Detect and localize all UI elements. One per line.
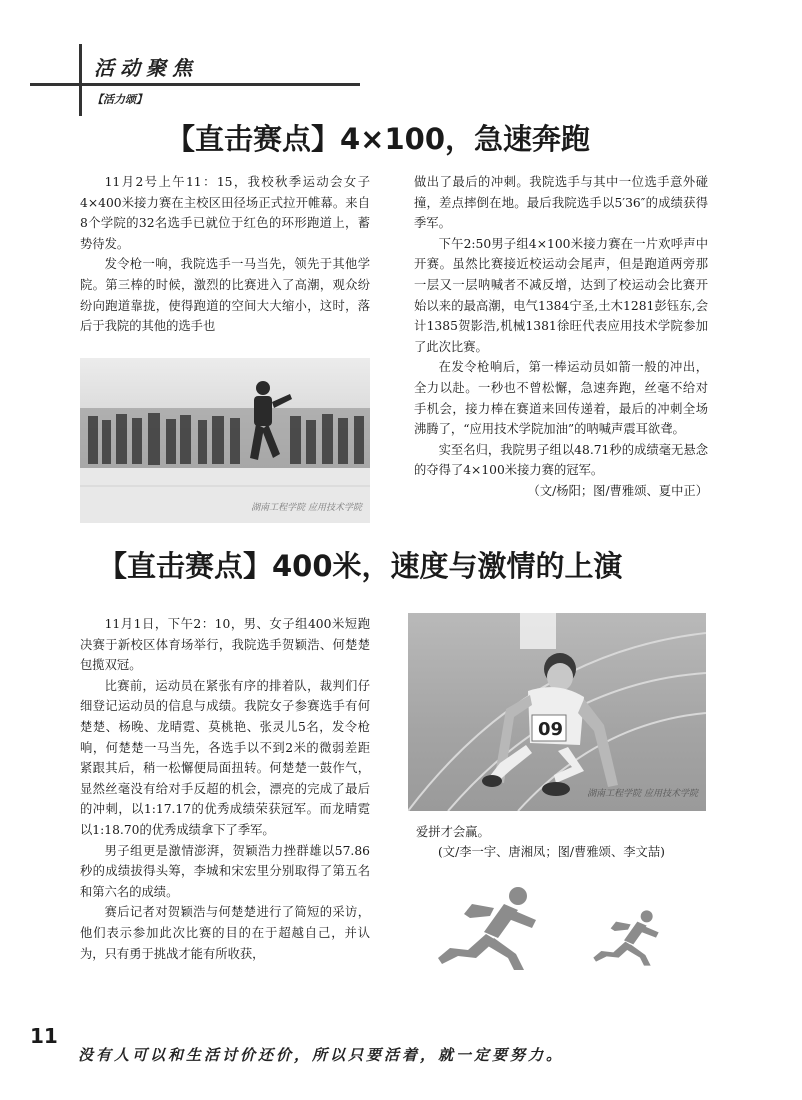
article2-column-left — [80, 614, 370, 964]
article1-column-right — [414, 172, 708, 502]
relay-photo-illustration — [80, 358, 370, 523]
article1-credit: （文/杨阳；图/曹雅颂、夏中正） — [527, 483, 708, 498]
sprinter-start-photo — [408, 613, 706, 811]
runner-silhouette-icon — [424, 884, 544, 970]
photo-watermark: 湖南工程学院 应用技术学院 — [587, 789, 698, 799]
page-number: 11 — [30, 1024, 58, 1048]
article2-credit: (文/李一宇、唐湘凤；图/曹雅颂、李文喆) — [438, 845, 665, 859]
article1-title: 【直击赛点】4×100，急速奔跑 — [166, 122, 591, 156]
article1-column-left — [80, 172, 370, 337]
section-title: 活动聚焦 — [94, 56, 198, 80]
paragraph: 做出了最后的冲刺。我院选手与其中一位选手意外碰撞，差点摔倒在地。最后我院选手以5′36″的成绩获得季军。 — [414, 175, 708, 231]
footer-quote: 没有人可以和生活讨价还价，所以只要活着，就一定要努力。 — [78, 1046, 565, 1064]
paragraph: 比赛前，运动员在紧张有序的排着队，裁判们仔细登记运动员的信息与成绩。我院女子参赛选手有何楚楚、杨晚、龙晴霓、莫桃艳、张灵儿5名，发令枪响，何楚楚一马当先，各选手以不到2米的微弱差距紧跟其后，稍一松懈便局面扭转。何楚楚一鼓作气，显然丝毫没有给对手反超的机会，漂亮的完成了最后的冲刺，以1:17.17的优秀成绩荣获冠军。而龙晴霓以1:18.70的优秀成绩拿下了季军。 — [80, 678, 370, 837]
paragraph: 发令枪一响，我院选手一马当先，领先于其他学院。第三棒的时候，激烈的比赛进入了高潮，观众纷纷向跑道靠拢，使得跑道的空间大大缩小，这时，落后于我院的其他的选手也 — [80, 257, 370, 334]
paragraph: 11月2号上午11：15，我校秋季运动会女子4×400米接力赛在主校区田径场正式拉开帷幕。来自8个学院的32名选手已就位于红色的环形跑道上，蓄势待发。 — [80, 175, 370, 251]
paragraph: 赛后记者对贺颖浩与何楚楚进行了简短的采访，他们表示参加此次比赛的目的在于超越自己，并认为，只有勇于挑战才能有所收获， — [80, 905, 370, 961]
photo-watermark: 湖南工程学院 应用技术学院 — [251, 503, 362, 513]
paragraph: 下午2:50男子组4×100米接力赛在一片欢呼声中开赛。虽然比赛接近校运动会尾声，但是跑道两旁那一层又一层呐喊者不减反增，达到了校运动会比赛开始以来的最高潮，电气1384宁圣,土木1281彭钰东,会计1385贺影浩,机械1381徐旺代表应用技术学院参加了此次比赛。 — [414, 236, 708, 354]
paragraph: 11月1日，下午2：10，男、女子组400米短跑决赛于新校区体育场举行，我院选手贺颖浩、何楚楚包揽双冠。 — [80, 617, 370, 673]
article2-title: 【直击赛点】400米，速度与激情的上演 — [98, 549, 623, 583]
relay-race-photo — [80, 358, 370, 523]
sprinter-photo-illustration — [408, 613, 706, 811]
photo-caption: 爱拼才会赢。 — [416, 825, 490, 839]
paragraph: 在发令枪响后，第一棒运动员如箭一般的冲出，全力以赴。一秒也不曾松懈，急速奔跑，丝毫不给对手机会，接力棒在赛道来回传递着，最后的冲刺全场沸腾了，“应用技术学院加油”的呐喊声震耳欲聋。 — [414, 360, 708, 437]
paragraph: 实至名归，我院男子组以48.71秒的成绩毫无悬念的夺得了4×100米接力赛的冠军。 — [414, 442, 708, 478]
section-sub-label: 【活力颂】 — [92, 93, 147, 106]
header-vertical-rule — [79, 44, 82, 116]
header-horizontal-rule — [30, 83, 360, 86]
paragraph: 男子组更是激情澎湃，贺颖浩力挫群雄以57.86秒的成绩拔得头筹，李城和宋宏里分别取得了第五名和第六名的成绩。 — [80, 843, 370, 899]
runner-silhouette-icon — [584, 904, 664, 970]
bib-number: 09 — [538, 719, 564, 740]
